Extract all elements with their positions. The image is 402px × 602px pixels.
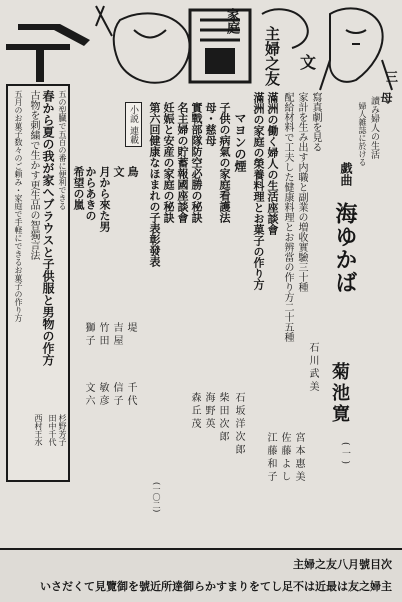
serial-author-3-surname: 竹田 (97, 322, 108, 348)
play-author: 菊池寛 (329, 362, 350, 425)
masthead-text-2: 家庭 (224, 8, 239, 34)
sidebar-col-3: 古物を刺繍で生かす更生品の智獨言法 (28, 90, 39, 260)
masthead-art (0, 0, 402, 90)
article-author-1: 石川武美 (307, 342, 318, 394)
masthead-text-1: 主婦之友 (263, 26, 281, 86)
serial-title-1: 鳥 (126, 166, 139, 177)
play-author-note: (一) (340, 442, 350, 468)
article-author-2: 宮本惠美 (293, 432, 304, 484)
sub-author-4: 森丘茂 (189, 392, 200, 431)
next-issue-heading: 主婦之友八月號目次 (293, 558, 392, 571)
serial-author-3-given: 敏彦 (97, 382, 108, 408)
article-item-5: 滿洲の家庭の榮養料理とお菓子の作り方 (252, 92, 265, 290)
masthead-text-3: 文 (300, 53, 317, 72)
sidebar-col-4: 五月のお菓子数々のご頼み・家庭で手軽にできるお菓子の作り方 (14, 90, 23, 322)
sidebar-credit-3: 西村王水 (34, 414, 43, 446)
sub-author-3: 海野英 (203, 392, 214, 431)
play-label: 戯曲 (339, 162, 353, 186)
sidebar-feature-box (6, 84, 70, 482)
issue-number: 三 (386, 70, 399, 84)
toc-mother-small: 讀み婦人の生活 (369, 96, 379, 159)
article-author-3: 佐藤よし (279, 432, 290, 484)
article-item-2: 家計を生み出す内職と副業の増收實驗三十種 (296, 92, 307, 292)
footer-banner (0, 548, 402, 602)
sub-item-7: 第六回健康なほまれの子表彰發表 (148, 102, 161, 267)
serial-author-1-surname: 堤 (125, 322, 136, 335)
toc-mother-note: 婦人雑誌に於ける (358, 102, 367, 166)
serial-author-1-given: 千代 (125, 382, 136, 408)
masthead-illustration (0, 0, 402, 90)
table-of-contents (72, 92, 396, 542)
sub-item-5: 名主婦の貯蓄報國座談會 (176, 102, 189, 223)
serial-author-4-surname: 獅子 (83, 322, 94, 348)
sub-item-1: マヨンの煙 (233, 112, 247, 172)
serial-title-2: 文 (112, 166, 125, 177)
serial-title-3: 月から來た男 (98, 166, 111, 232)
sidebar-credit-1: 杉野芳子 (58, 414, 67, 446)
serials-label: 小説 連載 (125, 102, 142, 147)
sub-item-3: 母・慈母 (204, 102, 217, 146)
serial-author-2-given: 信子 (111, 382, 122, 408)
sub-item-4: 實戰部隊防空必勝の秘訣 (190, 102, 203, 223)
sub-item-2: 子供の病氣の家庭看護法 (218, 102, 231, 223)
article-item-1: 寫真劇を見る (310, 92, 321, 152)
toc-mother: 母 (379, 92, 393, 104)
article-author-4: 江藤和子 (265, 432, 276, 484)
footer-notice: いさだくて見覽御を號近所達御らかすまりをてし足不は近最は友之婦主 (40, 580, 392, 593)
sub-item-6: 妊娠と安産の家庭の秘訣 (162, 102, 175, 223)
play-title: 海ゆかば (332, 202, 358, 294)
sidebar-credit-2: 田中千代 (48, 414, 57, 446)
sidebar-col-2: 春から夏の我が家へブラウスと子供服と男物の作方 (41, 90, 55, 366)
sub-author-1: 石坂洋次郎 (233, 392, 244, 457)
page-numbers: (一〇二) (152, 482, 161, 513)
serial-title-5: 希望の嵐 (72, 166, 85, 210)
sidebar-col-1: 五の型臓で五百の番に便利できる (58, 90, 67, 210)
sub-author-2: 柴田次郎 (217, 392, 228, 444)
serial-author-4-given: 文六 (83, 382, 94, 408)
serial-title-4: からあきの (84, 166, 97, 221)
article-item-4: 滿洲の働く婦人の生活座談會 (266, 92, 279, 235)
serial-author-2-surname: 吉屋 (111, 322, 122, 348)
article-item-3: 配給材料で工夫した健康料理とお辨當の作り方二十五種 (282, 92, 293, 342)
